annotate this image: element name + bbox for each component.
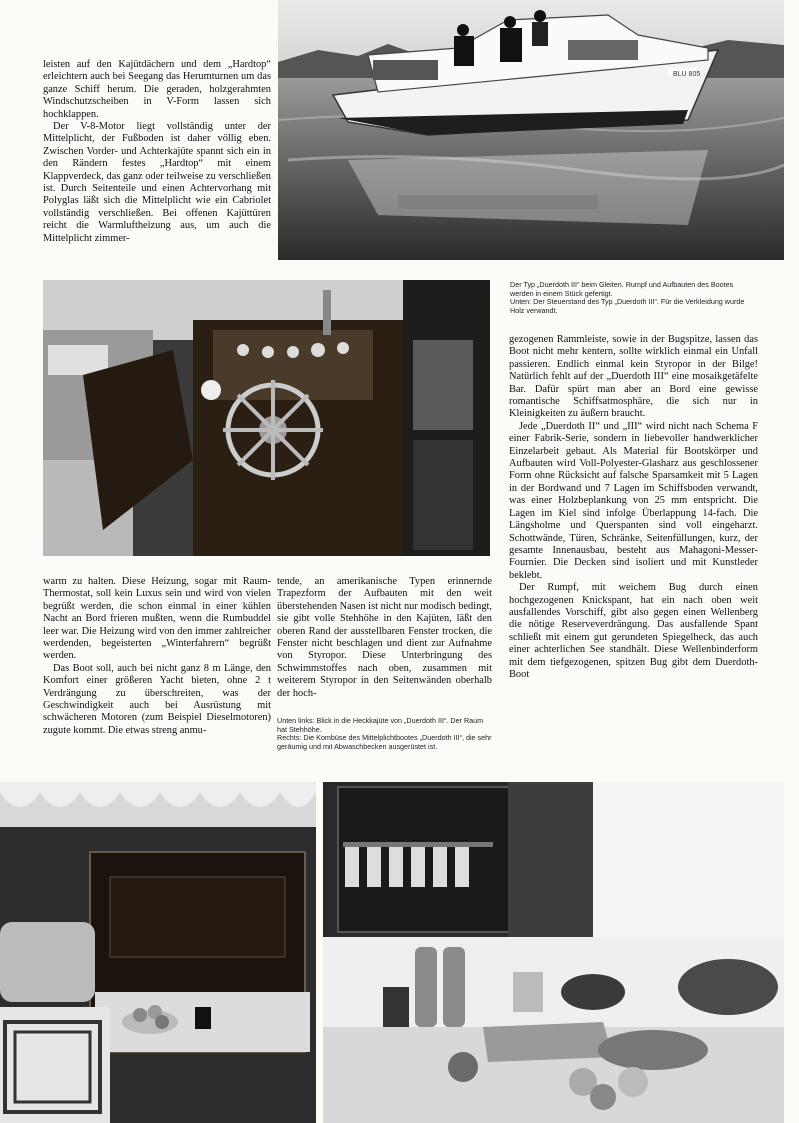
paragraph: Das Boot soll, auch bei nicht ganz 8 m Länge, den Komfort einer größeren Yacht bieten, ohne 2 t Verdrängung zu überschreiten, was der Geschwindigkeit auch bei Ausrüstung mit schwächeren Motoren (zum Beispiel Dieselmotoren) zugute kommt. Die etwas streng anmu-	[43, 662, 271, 736]
paragraph: Der Rumpf, mit weichem Bug durch einen hochgezogenen Knickspant, hat ein nach oben weit ausfallendes Vorschiff, gibt also gegen einen Wellenberg die nötige Reserveverdrängung. Das ausfallende Spant schließt mit einem gut gerundeten Spiegelheck, das auch einer achterlichen See standhält. Diese Wellenbinderform mit dem tiefgezogenen, spitzen Bug gibt dem Duerdoth-Boot	[509, 582, 758, 680]
paragraph: warm zu halten. Diese Heizung, sogar mit Raum-Thermostat, soll kein Luxus sein und wird von vielen begrüßt werden, die schon einmal in einer kühlen Nacht an Bord frieren mußten, wenn die Rumbuddel leer war. Die Heizung wird von den immer zahlreicher werdenden, begeisterten „Winterfahrern“ begrüßt werden.	[43, 576, 271, 662]
boat-gliding-photo	[278, 0, 784, 260]
column-top-left	[43, 59, 271, 245]
caption-line: Unten links: Blick in die Heckkajüte von „Duerdoth III“. Der Raum hat Stehhöhe.	[277, 716, 484, 734]
aft-cabin-photo	[0, 782, 316, 1123]
paragraph: Jede „Duerdoth II“ und „III“ wird nicht nach Schema F einer Fabrik-Serie, sondern in liebevoller handwerklicher Einzelarbeit gebaut. Als Material für Bootskörper und Aufbauten wird Voll-Polyester-Glasharz aus geschlossener Form ohne Rücksicht auf falsche Sparsamkeit mit 5 Lagen in der Bordwand und 7 Lagen im Schiffsboden verwandt, was einer Holzbeplankung von 25 mm entspricht. Die Lagen im Kiel sind infolge Überlappung 14-fach. Die Längsholme und Querspanten sind voll eingeharzt. Schottwände, Türen, Schränke, Seitenfüllungen, kurz, der gesamte Innenausbau, besteht aus Mahagoni-Messer-Fournier. Die Decken sind isoliert und mit Kunstleder beklebt.	[509, 420, 758, 581]
column-right	[509, 334, 758, 681]
paragraph: Der V-8-Motor liegt vollständig unter der Mittelplicht, der Fußboden ist daher völlig eben. Zwischen Vorder- und Achterkajüte spannt sich ein in den Rändern festes „Hardtop“ mit einem Klappverdeck, das ganz oder teilweise zu verschließen ist. Durch Seitenteile und einen Achtervorhang mit Polyglas läßt sich die Mittelplicht wie ein Cabriolet vollständig verschließen. Bei offenen Kajüttüren reicht die Warmluftheizung aus, um auch die Mittelplicht zimmer-	[43, 121, 271, 244]
helm-station-photo	[43, 280, 490, 556]
caption-line: Der Typ „Duerdoth III“ beim Gleiten. Rumpf und Aufbauten des Bootes werden in einem Stück gefertigt.	[510, 280, 734, 298]
caption-line: Unten: Der Steuerstand des Typ „Duerdoth III“. Für die Verkleidung wurde Holz verwandt.	[510, 297, 745, 315]
paragraph: leisten auf den Kajütdächern und dem „Hardtop“ erleichtern auch bei Seegang das Herumturnen um das ganze Schiff herum. Die geraden, holzgerahmten Windschutzscheiben in V-Form lassen sich hochklappen.	[43, 59, 271, 120]
galley-photo	[323, 782, 784, 1123]
hull-marking: BLU 805	[673, 71, 701, 78]
column-mid-center	[277, 576, 492, 700]
paragraph: gezogenen Rammleiste, sowie in der Bugspitze, lassen das Boot nicht mehr kentern, sollte wirklich einmal ein Unfall passieren. Endlich einmal kein Styropor in der Bilge! Natürlich fehlt auf der „Duerdoth III“ eine mosaikgetäfelte Bar. Dafür spürt man aber an Bord eine gewisse romantische Schiffsatmosphäre, die sich nur in Kleinigkeiten zu äußern braucht.	[509, 334, 758, 420]
caption-top-right	[510, 281, 758, 315]
caption-mid	[277, 717, 492, 751]
paragraph: tende, an amerikanische Typen erinnernde Trapezform der Aufbauten mit den weit überstehenden Nasen ist nicht nur modisch bedingt, sie gibt volle Stehhöhe in den Kajüten, läßt den oberen Rand der ausstellbaren Fenster trocken, die Fenster nicht beschlagen und dient zur Aufnahme von Styropor. Diese Unterbringung des Schwimmstoffes nach oben, zusammen mit weiterem Styropor in den Seitenwänden oberhalb der hoch-	[277, 576, 492, 699]
column-mid-left	[43, 576, 271, 737]
caption-line: Rechts: Die Kombüse des Mittelplichtbootes „Duerdoth III“, die sehr geräumig und mit Abwaschbecken ausgerüstet ist.	[277, 733, 492, 751]
